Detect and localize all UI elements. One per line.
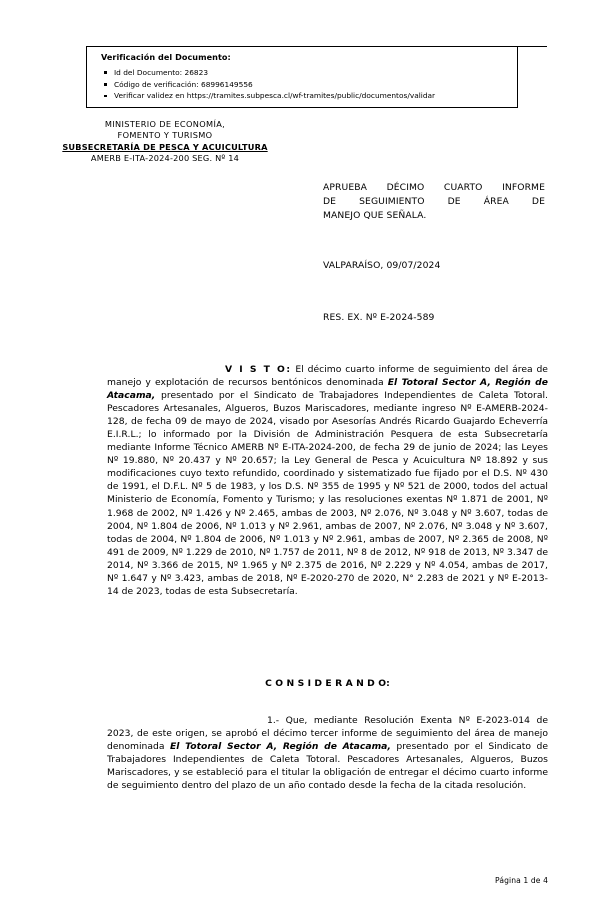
subject-line-3: MANEJO QUE SEÑALA.: [323, 210, 427, 222]
visto-text-part-1: El décimo cuarto informe de seguimiento del área de manejo y explotación de recursos bentónicos denominada: [107, 364, 548, 389]
verification-code-text: Código de verificación: 68996149556: [114, 79, 253, 89]
place-and-date: VALPARAÍSO, 09/07/2024: [323, 260, 441, 271]
bullet-icon: [104, 95, 107, 98]
document-subject: [323, 181, 545, 224]
considerando-text-part-1: Que, mediante Resolución Exenta Nº E-2023-014 de 2023, de este origen, se aprobó el décimo tercer informe de seguimiento del área de manejo denominada: [107, 715, 548, 753]
page-number-footer: Página 1 de 4: [495, 876, 548, 885]
visto-text-part-2: presentado por el Sindicato de Trabajadores Independientes de Caleta Totoral. Pescadores Artesanales, Algueros, Buzos Mariscadores, mediante ingreso Nº E-AMERB-2024-128, de fecha 09 de mayo de 2024, visado por Asesorías Andrés Ricardo Guajardo Echeverría E.I.R.L.; lo informado por la División de Administración Pesquera de esta Subsecretaría mediante Informe Técnico AMERB Nº E-ITA-2024-200, de fecha 29 de junio de 2024; las Leyes Nº 19.880, Nº 20.437 y Nº 20.657; la Ley General de Pesca y Acuicultura Nº 18.892 y sus modificaciones cuyo texto refundido, coordinado y sistematizado fue fijado por el D.S. Nº 430 de 1991, el D.F.L. Nº 5 de 1983, y los D.S. Nº 355 de 1995 y Nº 521 de 2000, todos del actual Ministerio de Economía, Fomento y Turismo; y las resoluciones exentas Nº 1.871 de 2001, Nº 1.968 de 2002, Nº 1.426 y Nº 2.465, ambas de 2003, Nº 2.076, Nº 3.048 y Nº 3.607, todas de 2004, Nº 1.804 de 2006, Nº 1.013 y Nº 2.961, ambas de 2007, Nº 2.076, Nº 3.048 y Nº 3.607, todas de 2004, Nº 1.804 de 2006, Nº 1.013 y Nº 2.961, ambas de 2007, Nº 2.365 de 2008, Nº 491 de 2009, Nº 1.229 de 2010, Nº 1.757 de 2011, Nº 8 de 2012, Nº 918 de 2013, Nº 3.347 de 2014, Nº 3.366 de 2015, Nº 1.965 y Nº 2.375 de 2016, Nº 2.229 y Nº 4.054, ambas de 2017, Nº 1.647 y Nº 3.423, ambas de 2018, Nº E-2020-270 de 2020, N° 2.283 de 2021 y Nº E-2013-14 de 2023, todas de esta Subsecretaría.: [107, 390, 548, 597]
considerando-area-name: El Totoral Sector A, Región de Atacama,: [169, 741, 391, 753]
considerando-item-1: [107, 714, 548, 792]
bullet-icon: [104, 71, 107, 74]
letterhead-ministry-line-1: MINISTERIO DE ECONOMÍA,: [104, 119, 226, 129]
visto-paragraph: [107, 363, 548, 598]
visto-keyword: V I S T O:: [225, 364, 292, 375]
considerando-heading: C O N S I D E R A N D O:: [265, 678, 390, 689]
verification-document-id-text: Id del Documento: 26823: [114, 68, 209, 77]
verification-url-text: Verificar validez en https://tramites.subpesca.cl/wf-tramites/public/documentos/validar: [114, 91, 436, 101]
bullet-icon: [104, 83, 107, 86]
resolution-number: RES. EX. Nº E-2024-589: [323, 312, 435, 323]
considerando-item-number: 1.-: [267, 715, 286, 726]
letterhead-amerb-code: AMERB E-ITA-2024-200 SEG. Nº 14: [90, 153, 240, 164]
letterhead: [42, 119, 288, 165]
letterhead-subsecretaria: SUBSECRETARÍA DE PESCA Y ACUICULTURA: [62, 141, 268, 152]
subject-line-2: DE SEGUIMIENTO DE ÁREA DE: [323, 196, 545, 208]
verification-list: [103, 67, 435, 102]
considerando-text-part-2: presentado por el Sindicato de Trabajadores Independientes de Caleta Totoral. Pescadores Artesanales, Algueros, Buzos Mariscadores, y se estableció para el titular la obligación de entregar el décimo cuarto informe de seguimiento dentro del plazo de un año contado desde la fecha de la citada resolución.: [107, 741, 548, 792]
verification-item-url: [103, 90, 435, 102]
subject-line-1: APRUEBA DÉCIMO CUARTO INFORME: [323, 182, 545, 193]
document-verification-box: [86, 46, 518, 108]
letterhead-ministry-line-2: FOMENTO Y TURISMO: [117, 130, 213, 141]
verification-item-document-id: [103, 67, 435, 79]
visto-area-name: El Totoral Sector A, Región de Atacama,: [107, 377, 548, 402]
verification-item-code: [103, 79, 435, 91]
verification-title: Verificación del Documento:: [101, 52, 231, 62]
